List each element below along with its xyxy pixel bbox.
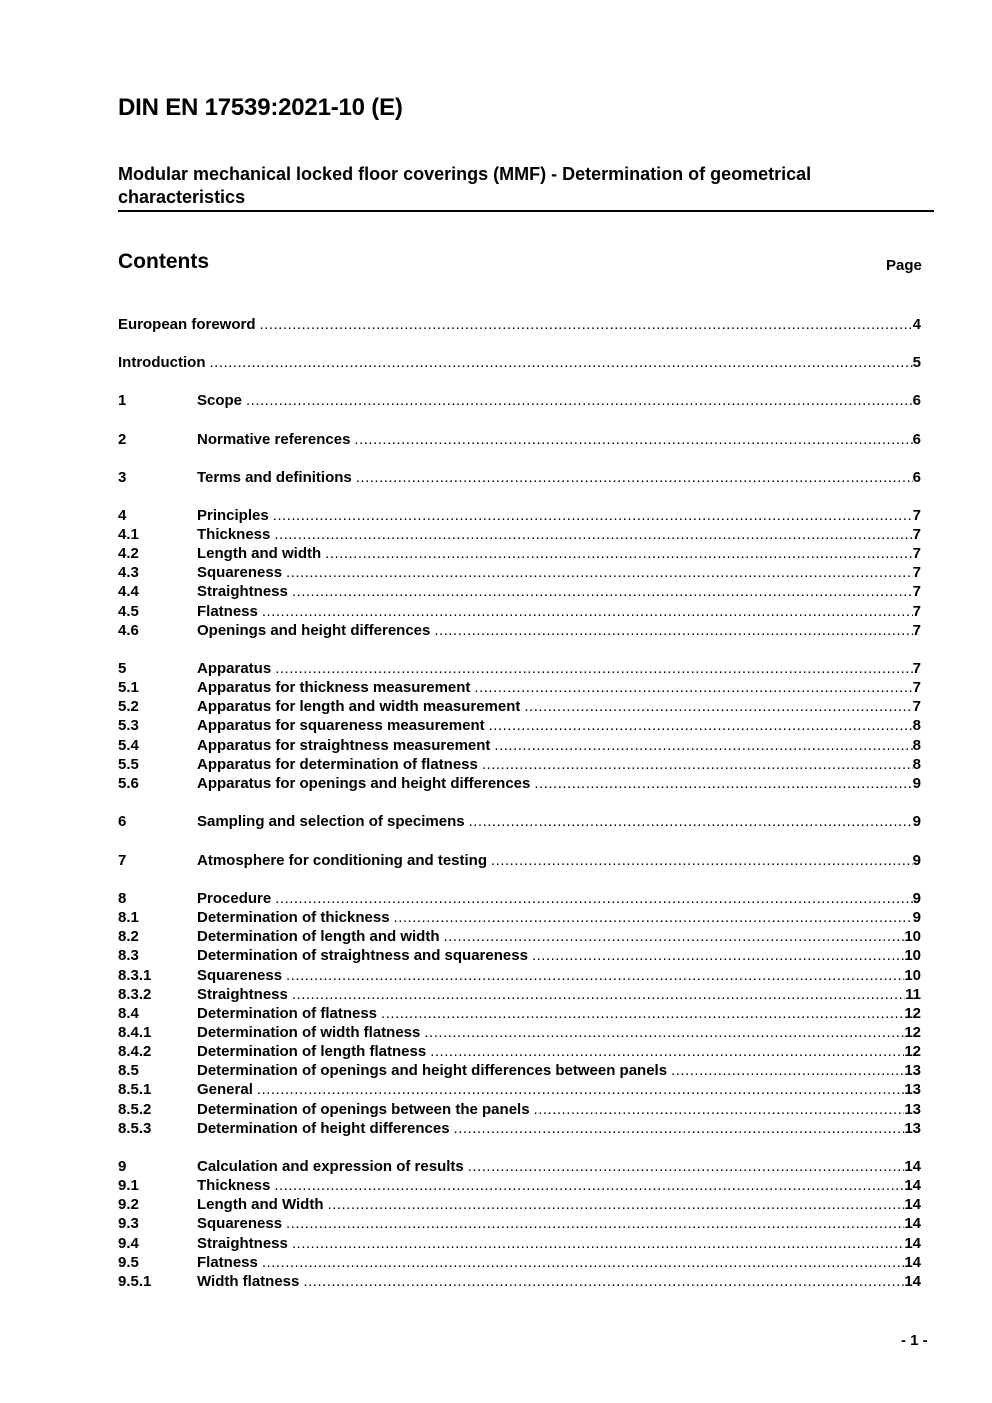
toc-entry-title: Determination of length flatness: [197, 1043, 427, 1060]
toc-entry-title: Squareness: [197, 967, 283, 984]
toc-entry[interactable]: [118, 603, 921, 622]
toc-dot-leader: [474, 679, 912, 696]
toc-entry-title: Apparatus for openings and height differences: [197, 775, 531, 792]
toc-entry-page: 7: [912, 583, 921, 600]
toc-entry-page: 13: [904, 1081, 921, 1098]
toc-entry[interactable]: [118, 526, 921, 545]
toc-entry[interactable]: [118, 1235, 921, 1254]
toc-dot-leader: [275, 660, 912, 677]
toc-entry-title: Width flatness: [197, 1273, 300, 1290]
toc-entry-page: 7: [912, 507, 921, 524]
toc-entry-title: Determination of width flatness: [197, 1024, 421, 1041]
toc-entry-title: Openings and height differences: [197, 622, 431, 639]
toc-dot-leader: [489, 717, 913, 734]
toc-dot-leader: [494, 737, 912, 754]
toc-entry-page: 12: [904, 1005, 921, 1022]
toc-entry[interactable]: [118, 909, 921, 928]
toc-entry-page: 7: [912, 526, 921, 543]
toc-dot-leader: [491, 852, 913, 869]
toc-entry-page: 6: [912, 469, 921, 486]
toc-entry-title: Squareness: [197, 564, 283, 581]
toc-entry-title: Normative references: [197, 431, 351, 448]
toc-dot-leader: [262, 603, 913, 620]
toc-entry-number: 8.5: [118, 1062, 139, 1079]
toc-entry[interactable]: [118, 1024, 921, 1043]
toc-entry-page: 13: [904, 1062, 921, 1079]
toc-entry-number: 4.3: [118, 564, 139, 581]
toc-entry-number: 4.4: [118, 583, 139, 600]
toc-entry[interactable]: [118, 775, 921, 794]
contents-heading: Contents: [118, 250, 209, 273]
toc-entry-number: 9.5.1: [118, 1273, 152, 1290]
toc-dot-leader: [381, 1005, 904, 1022]
toc-entry[interactable]: [118, 583, 921, 602]
toc-entry-page: 14: [904, 1235, 921, 1252]
toc-entry-title: Determination of length and width: [197, 928, 440, 945]
toc-entry-title: Introduction: [118, 354, 206, 371]
toc-dot-leader: [209, 354, 912, 371]
toc-entry-title: Determination of flatness: [197, 1005, 378, 1022]
toc-entry-number: 8.4.2: [118, 1043, 152, 1060]
toc-entry[interactable]: [118, 564, 921, 583]
toc-entry-page: 11: [905, 986, 921, 1003]
toc-dot-leader: [454, 1120, 905, 1137]
toc-entry[interactable]: [118, 852, 921, 871]
toc-entry-title: Determination of height differences: [197, 1120, 450, 1137]
toc-entry-number: 5.3: [118, 717, 139, 734]
toc-entry-title: Apparatus for length and width measurement: [197, 698, 521, 715]
toc-entry-number: 4.1: [118, 526, 139, 543]
toc-entry-title: Straightness: [197, 1235, 288, 1252]
toc-dot-leader: [524, 698, 912, 715]
toc-entry-number: 8.3.1: [118, 967, 152, 984]
toc-entry[interactable]: [118, 967, 921, 986]
toc-entry[interactable]: [118, 316, 921, 335]
toc-entry-page: 9: [912, 909, 921, 926]
toc-entry-number: 4: [118, 507, 127, 524]
toc-entry-number: 8: [118, 890, 127, 907]
toc-entry-page: 9: [912, 813, 921, 830]
toc-entry-page: 14: [904, 1254, 921, 1271]
toc-entry[interactable]: [118, 392, 921, 411]
toc-entry-title: Thickness: [197, 526, 271, 543]
toc-dot-leader: [534, 775, 912, 792]
toc-entry-title: Thickness: [197, 1177, 271, 1194]
toc-entry[interactable]: [118, 890, 921, 909]
toc-entry[interactable]: [118, 756, 921, 775]
toc-entry-title: Apparatus for straightness measurement: [197, 737, 491, 754]
toc-entry-number: 9.5: [118, 1254, 139, 1271]
toc-entry-page: 6: [912, 392, 921, 409]
toc-entry-number: 9.4: [118, 1235, 139, 1252]
toc-dot-leader: [328, 1196, 905, 1213]
toc-entry[interactable]: [118, 1273, 921, 1292]
toc-entry-title: Flatness: [197, 603, 258, 620]
toc-entry[interactable]: [118, 1177, 921, 1196]
toc-dot-leader: [274, 1177, 904, 1194]
toc-entry-number: 5.2: [118, 698, 139, 715]
toc-entry-page: 14: [904, 1177, 921, 1194]
toc-dot-leader: [274, 526, 912, 543]
toc-entry-number: 4.2: [118, 545, 139, 562]
toc-entry-title: Sampling and selection of specimens: [197, 813, 465, 830]
toc-entry[interactable]: [118, 1254, 921, 1273]
toc-entry-title: Terms and definitions: [197, 469, 352, 486]
toc-entry-number: 6: [118, 813, 127, 830]
toc-entry-number: 5.1: [118, 679, 139, 696]
toc-dot-leader: [273, 507, 913, 524]
toc-entry-page: 14: [904, 1215, 921, 1232]
toc-dot-leader: [671, 1062, 904, 1079]
toc-entry-page: 9: [912, 890, 921, 907]
toc-entry-page: 7: [912, 660, 921, 677]
toc-entry-title: European foreword: [118, 316, 256, 333]
toc-entry-number: 5.6: [118, 775, 139, 792]
toc-entry-title: Squareness: [197, 1215, 283, 1232]
toc-entry[interactable]: [118, 986, 921, 1005]
toc-entry[interactable]: [118, 928, 921, 947]
toc-entry-title: Apparatus for squareness measurement: [197, 717, 485, 734]
toc-entry-title: Length and Width: [197, 1196, 324, 1213]
toc-dot-leader: [325, 545, 913, 562]
toc-entry-page: 7: [912, 564, 921, 581]
toc-entry-page: 10: [904, 947, 921, 964]
toc-entry-number: 5: [118, 660, 127, 677]
toc-entry-title: Calculation and expression of results: [197, 1158, 464, 1175]
toc-entry-page: 7: [912, 698, 921, 715]
toc-entry-title: Principles: [197, 507, 269, 524]
toc-dot-leader: [394, 909, 913, 926]
toc-dot-leader: [468, 1158, 905, 1175]
toc-entry-number: 4.6: [118, 622, 139, 639]
toc-dot-leader: [532, 947, 904, 964]
toc-entry-number: 8.1: [118, 909, 139, 926]
toc-entry-number: 7: [118, 852, 127, 869]
toc-entry-number: 8.2: [118, 928, 139, 945]
toc-entry-page: 14: [904, 1196, 921, 1213]
toc-entry-number: 4.5: [118, 603, 139, 620]
toc-entry[interactable]: [118, 698, 921, 717]
toc-entry-page: 13: [904, 1120, 921, 1137]
toc-entry-page: 8: [912, 737, 921, 754]
toc-entry-title: Flatness: [197, 1254, 258, 1271]
toc-entry-number: 8.3.2: [118, 986, 152, 1003]
toc-dot-leader: [292, 986, 905, 1003]
toc-entry-title: Straightness: [197, 583, 288, 600]
toc-entry-number: 8.5.1: [118, 1081, 152, 1098]
toc-entry-title: Length and width: [197, 545, 322, 562]
toc-entry-number: 8.4.1: [118, 1024, 152, 1041]
page-column-label: Page: [886, 257, 922, 274]
toc-entry[interactable]: [118, 1120, 921, 1139]
toc-entry-title: General: [197, 1081, 253, 1098]
toc-entry-page: 8: [912, 717, 921, 734]
toc-entry-page: 9: [912, 775, 921, 792]
toc-entry[interactable]: [118, 679, 921, 698]
toc-entry-page: 12: [904, 1024, 921, 1041]
toc-dot-leader: [286, 564, 913, 581]
page-number: - 1 -: [901, 1332, 928, 1349]
toc-entry[interactable]: [118, 1101, 921, 1120]
toc-dot-leader: [292, 583, 913, 600]
toc-dot-leader: [354, 431, 912, 448]
toc-entry[interactable]: [118, 469, 921, 488]
toc-dot-leader: [424, 1024, 904, 1041]
toc-dot-leader: [534, 1101, 905, 1118]
toc-entry[interactable]: [118, 717, 921, 736]
toc-dot-leader: [430, 1043, 904, 1060]
toc-entry[interactable]: [118, 737, 921, 756]
toc-entry-title: Apparatus: [197, 660, 272, 677]
toc-entry[interactable]: [118, 507, 921, 526]
toc-entry-number: 2: [118, 431, 127, 448]
toc-entry-number: 8.5.3: [118, 1120, 152, 1137]
toc-dot-leader: [286, 1215, 904, 1232]
toc-entry-page: 7: [912, 603, 921, 620]
document-title: DIN EN 17539:2021-10 (E): [118, 94, 403, 121]
toc-entry[interactable]: [118, 545, 921, 564]
toc-entry-title: Determination of openings and height differences between panels: [197, 1062, 668, 1079]
toc-entry-page: 8: [912, 756, 921, 773]
toc-entry-title: Apparatus for determination of flatness: [197, 756, 478, 773]
toc-dot-leader: [469, 813, 913, 830]
toc-dot-leader: [275, 890, 912, 907]
toc-dot-leader: [444, 928, 905, 945]
toc-entry-page: 10: [904, 928, 921, 945]
toc-entry-title: Atmosphere for conditioning and testing: [197, 852, 487, 869]
toc-entry[interactable]: [118, 1043, 921, 1062]
toc-dot-leader: [257, 1081, 904, 1098]
toc-entry-title: Determination of straightness and squareness: [197, 947, 528, 964]
toc-entry[interactable]: [118, 813, 921, 832]
toc-entry-page: 7: [912, 545, 921, 562]
toc-entry-page: 7: [912, 679, 921, 696]
toc-entry-number: 1: [118, 392, 127, 409]
toc-entry[interactable]: [118, 1215, 921, 1234]
toc-entry-title: Procedure: [197, 890, 272, 907]
toc-entry[interactable]: [118, 660, 921, 679]
toc-entry-number: 9.3: [118, 1215, 139, 1232]
toc-entry-page: 7: [912, 622, 921, 639]
toc-entry[interactable]: [118, 1196, 921, 1215]
toc-entry[interactable]: [118, 354, 921, 373]
toc-dot-leader: [260, 316, 913, 333]
toc-entry-number: 8.5.2: [118, 1101, 152, 1118]
toc-entry-page: 4: [912, 316, 921, 333]
toc-dot-leader: [303, 1273, 904, 1290]
toc-entry[interactable]: [118, 1158, 921, 1177]
toc-entry-number: 5.4: [118, 737, 139, 754]
toc-entry-number: 9.1: [118, 1177, 139, 1194]
toc-entry-number: 8.3: [118, 947, 139, 964]
toc-dot-leader: [356, 469, 913, 486]
title-divider: [118, 210, 934, 212]
toc-entry-number: 8.4: [118, 1005, 139, 1022]
toc-entry[interactable]: [118, 1081, 921, 1100]
toc-dot-leader: [292, 1235, 904, 1252]
toc-entry-number: 3: [118, 469, 127, 486]
toc-entry-page: 14: [904, 1158, 921, 1175]
toc-entry-number: 9.2: [118, 1196, 139, 1213]
toc-entry-number: 9: [118, 1158, 127, 1175]
toc-entry-title: Straightness: [197, 986, 288, 1003]
toc-entry-page: 14: [904, 1273, 921, 1290]
toc-entry[interactable]: [118, 1005, 921, 1024]
toc-entry-page: 12: [904, 1043, 921, 1060]
toc-entry-number: 5.5: [118, 756, 139, 773]
toc-entry-title: Determination of openings between the panels: [197, 1101, 530, 1118]
toc-entry[interactable]: [118, 1062, 921, 1081]
toc-entry-page: 10: [904, 967, 921, 984]
toc-dot-leader: [434, 622, 912, 639]
toc-entry-title: Apparatus for thickness measurement: [197, 679, 471, 696]
toc-dot-leader: [246, 392, 913, 409]
toc-entry[interactable]: [118, 622, 921, 641]
toc-entry-title: Determination of thickness: [197, 909, 390, 926]
toc-entry-page: 9: [912, 852, 921, 869]
toc-entry-page: 6: [912, 431, 921, 448]
toc-entry-page: 13: [904, 1101, 921, 1118]
toc-dot-leader: [262, 1254, 904, 1271]
toc-dot-leader: [482, 756, 913, 773]
toc-entry-title: Scope: [197, 392, 243, 409]
toc-entry[interactable]: [118, 431, 921, 450]
toc-entry[interactable]: [118, 947, 921, 966]
toc-entry-page: 5: [912, 354, 921, 371]
toc-dot-leader: [286, 967, 904, 984]
document-subtitle: Modular mechanical locked floor coverings (MMF) - Determination of geometrical characteristics: [118, 164, 812, 207]
